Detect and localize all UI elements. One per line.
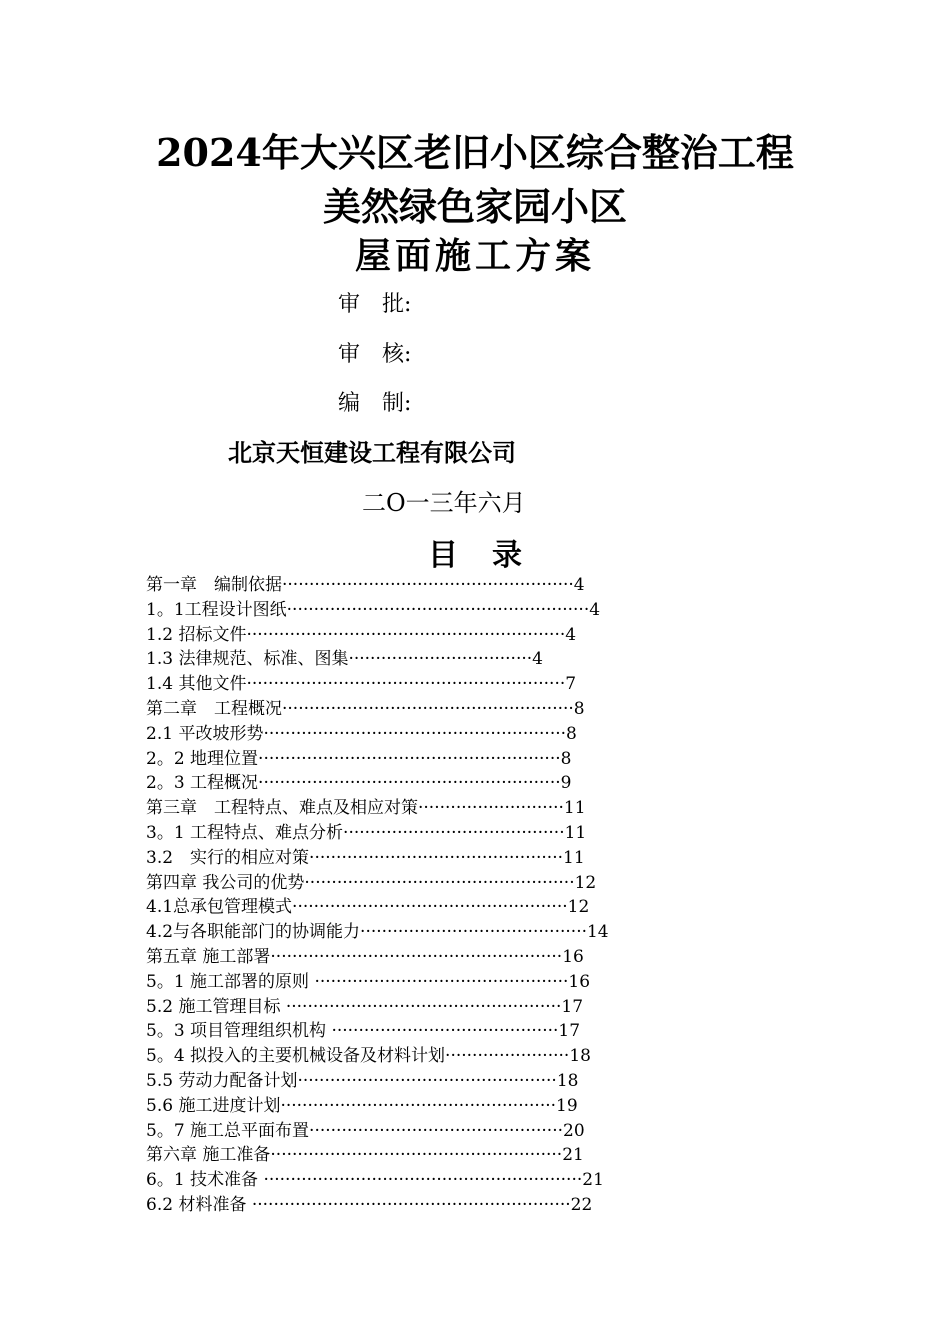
toc-entry: 5。3 项目管理组织机构 ··········································17 <box>146 1021 581 1042</box>
toc-entry: 3.2 实行的相应对策···············································11 <box>146 847 585 868</box>
toc-entry: 5。4 拟投入的主要机械设备及材料计划·······················18 <box>146 1046 591 1067</box>
toc-entry: 6。1 技术准备 ···························································21 <box>146 1170 604 1191</box>
approval-label: 审 批: <box>338 292 412 317</box>
toc-entry: 第二章 工程概况······················································8 <box>146 698 585 719</box>
toc-entry: 第四章 我公司的优势··················································12 <box>146 872 597 893</box>
toc-entry: 5.2 施工管理目标 ···················································17 <box>146 996 584 1017</box>
toc-entry: 1.3 法律规范、标准、图集··································4 <box>146 649 543 670</box>
toc-entry: 3。1 工程特点、难点分析·········································11 <box>146 822 587 843</box>
toc-entry: 第一章 编制依据······················································4 <box>146 575 585 595</box>
toc-entry: 5。7 施工总平面布置···············································20 <box>146 1120 585 1141</box>
toc-entry: 5.6 施工进度计划···················································19 <box>146 1095 578 1116</box>
toc-title: 目录 <box>428 538 556 573</box>
plan-title: 屋面施工方案 <box>354 235 595 277</box>
table-of-contents <box>146 573 786 1218</box>
toc-entry: 第五章 施工部署······················································16 <box>146 946 584 967</box>
toc-entry: 5.5 劳动力配备计划················································18 <box>146 1070 579 1091</box>
toc-entry: 4.1总承包管理模式···················································12 <box>146 897 590 918</box>
toc-entry: 6.2 材料准备 ···························································22 <box>146 1194 593 1215</box>
toc-entry: 2。3 工程概况························································9 <box>146 773 572 794</box>
toc-entry: 4.2与各职能部门的协调能力··········································14 <box>146 922 609 943</box>
toc-entry: 第三章 工程特点、难点及相应对策···························11 <box>146 798 586 819</box>
toc-entry: 5。1 施工部署的原则 ···············································16 <box>146 971 591 992</box>
toc-entry: 第六章 施工准备······················································21 <box>146 1145 584 1166</box>
compile-line <box>338 386 411 417</box>
toc-entry: 1.4 其他文件···························································7 <box>146 674 577 695</box>
compile-label: 编 制: <box>338 391 412 416</box>
toc-entry: 2.1 平改坡形势························································8 <box>146 723 577 744</box>
toc-entry: 1.2 招标文件···························································4 <box>146 624 577 645</box>
toc-entry: 2。2 地理位置························································8 <box>146 748 572 769</box>
community-name: 美然绿色家园小区 <box>322 184 627 229</box>
document-date: 二O一三年六月 <box>362 489 526 517</box>
approval-line <box>338 287 411 318</box>
review-line <box>338 337 411 368</box>
project-title: 2024年大兴区老旧小区综合整治工程 <box>156 130 794 175</box>
toc-entry: 1。1工程设计图纸························································4 <box>146 599 601 620</box>
company-name: 北京天恒建设工程有限公司 <box>228 439 516 467</box>
review-label: 审 核: <box>338 342 412 367</box>
